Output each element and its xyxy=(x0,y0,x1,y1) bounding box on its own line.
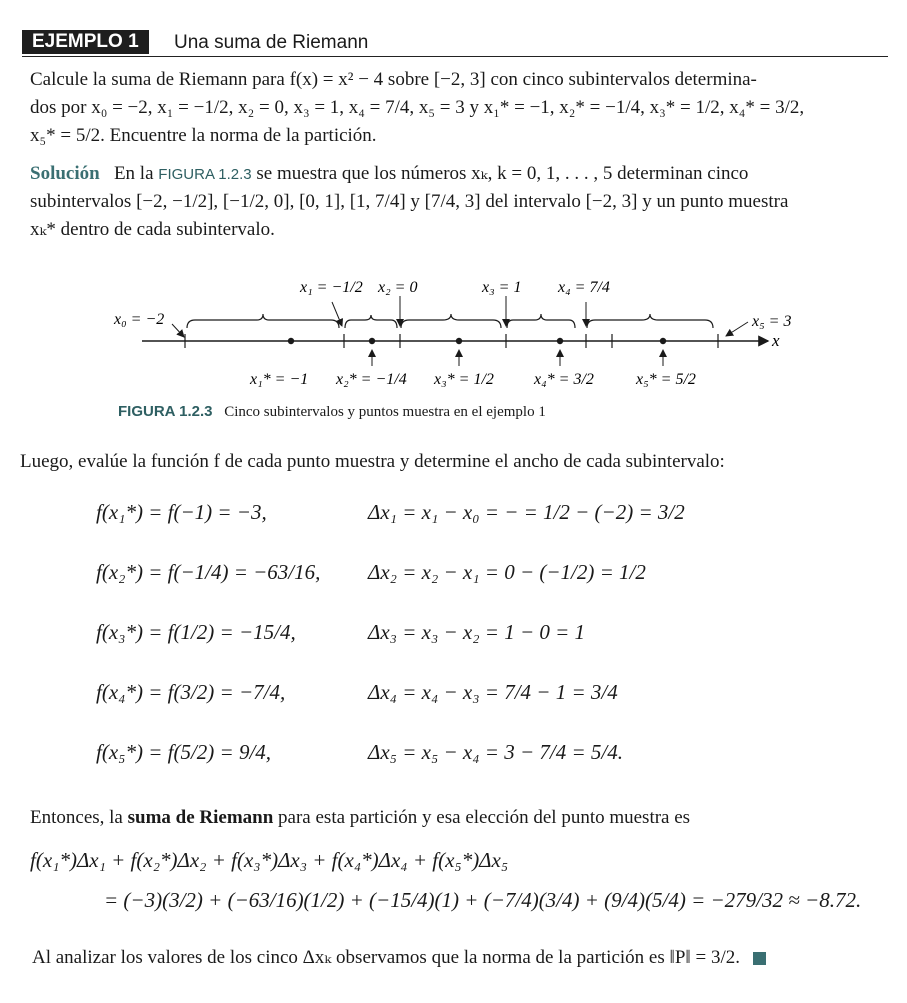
problem-line-2: dos por x₀ = −2, x₁ = −1/2, x₂ = 0, x₃ = 1, x₄ = 7/4, x₅ = 3 y x₁* = −1, x₂* = −1/4, x₃* = 1/2, x₄* = 3/2, xyxy=(30,97,805,118)
problem-line-1: Calcule la suma de Riemann para f(x) = x² − 4 sobre [−2, 3] con cinco subintervalos determina- xyxy=(30,69,757,90)
solution-text-a: En la xyxy=(113,163,154,184)
example-label: EJEMPLO 1 xyxy=(22,30,149,54)
sample-arrows xyxy=(372,350,663,366)
partition-arrows xyxy=(172,296,748,337)
sum-value: = (−3)(3/2) + (−63/16)(1/2) + (−15/4)(1) + (−7/4)(3/4) + (9/4)(5/4) = −279/32 ≈ −8.72. xyxy=(104,888,862,912)
label-sample-5: x₅* = 5/2 xyxy=(636,371,696,388)
width-4: Δx₄ = x₄ − x₃ = 7/4 − 1 = 3/4 xyxy=(368,680,618,704)
width-2: Δx₂ = x₂ − x₁ = 0 − (−1/2) = 1/2 xyxy=(368,560,646,584)
sum-intro-after: para esta partición y esa elección del punto muestra es xyxy=(278,807,691,828)
label-x2: x₂ = 0 xyxy=(378,279,418,296)
end-of-example-icon xyxy=(753,952,766,965)
function-value-3: f(x₃*) = f(1/2) = −15/4, xyxy=(96,620,296,644)
function-value-4: f(x₄*) = f(3/2) = −7/4, xyxy=(96,680,286,704)
sum-intro-bold: suma de Riemann xyxy=(127,807,274,828)
evaluate-text: Luego, evalúe la función f de cada punto muestra y determine el ancho de cada subintervalo: xyxy=(20,451,725,472)
function-value-1: f(x₁*) = f(−1) = −3, xyxy=(96,500,267,524)
label-x4: x₄ = 7/4 xyxy=(558,279,610,296)
caption-text: Cinco subintervalos y puntos muestra en el ejemplo 1 xyxy=(224,404,546,420)
function-value-2: f(x₂*) = f(−1/4) = −63/16, xyxy=(96,560,321,584)
label-sample-3: x₃* = 1/2 xyxy=(434,371,494,388)
conclusion-text: Al analizar los valores de los cinco Δxₖ observamos que la norma de la partición es ‖P‖ = 3/2. xyxy=(32,947,740,968)
subinterval-braces xyxy=(187,314,713,328)
axis-label: x xyxy=(772,331,780,350)
solution-label: Solución xyxy=(30,163,100,184)
solution-line-3: xₖ* dentro de cada subintervalo. xyxy=(30,219,275,240)
figure-caption xyxy=(118,403,546,421)
label-sample-2: x₂* = −1/4 xyxy=(336,371,407,388)
sum-intro xyxy=(30,804,690,832)
example-header xyxy=(22,30,888,57)
solution-text-b: se muestra que los números xₖ, k = 0, 1, . . . , 5 determinan cinco xyxy=(256,163,749,184)
example-title: Una suma de Riemann xyxy=(174,32,369,53)
width-1: Δx₁ = x₁ − x₀ = − = 1/2 − (−2) = 3/2 xyxy=(368,500,685,524)
label-sample-4: x₄* = 3/2 xyxy=(534,371,594,388)
label-x1: x₁ = −1/2 xyxy=(300,279,363,296)
sum-intro-before: Entonces, la xyxy=(30,807,123,828)
width-5: Δx₅ = x₅ − x₄ = 3 − 7/4 = 5/4. xyxy=(368,740,623,764)
partition-figure xyxy=(100,262,820,402)
label-sample-1: x₁* = −1 xyxy=(250,371,309,388)
conclusion xyxy=(32,944,766,972)
label-x3: x₃ = 1 xyxy=(482,279,522,296)
sum-expression: f(x₁*)Δx₁ + f(x₂*)Δx₂ + f(x₃*)Δx₃ + f(x₄*)Δx₄ + f(x₅*)Δx₅ xyxy=(30,848,509,872)
problem-line-3: x₅* = 5/2. Encuentre la norma de la partición. xyxy=(30,125,377,146)
function-value-5: f(x₅*) = f(5/2) = 9/4, xyxy=(96,740,272,764)
width-3: Δx₃ = x₃ − x₂ = 1 − 0 = 1 xyxy=(368,620,586,644)
solution-line-1 xyxy=(30,160,748,189)
solution-line-2: subintervalos [−2, −1/2], [−1/2, 0], [0, 1], [1, 7/4] y [7/4, 3] del intervalo [−2, 3] y un punto muestra xyxy=(30,191,789,212)
caption-figure-id: FIGURA 1.2.3 xyxy=(118,403,213,420)
label-x0: x₀ = −2 xyxy=(114,311,165,328)
label-x5: x₅ = 3 xyxy=(752,313,792,330)
figure-reference: FIGURA 1.2.3 xyxy=(158,166,252,183)
